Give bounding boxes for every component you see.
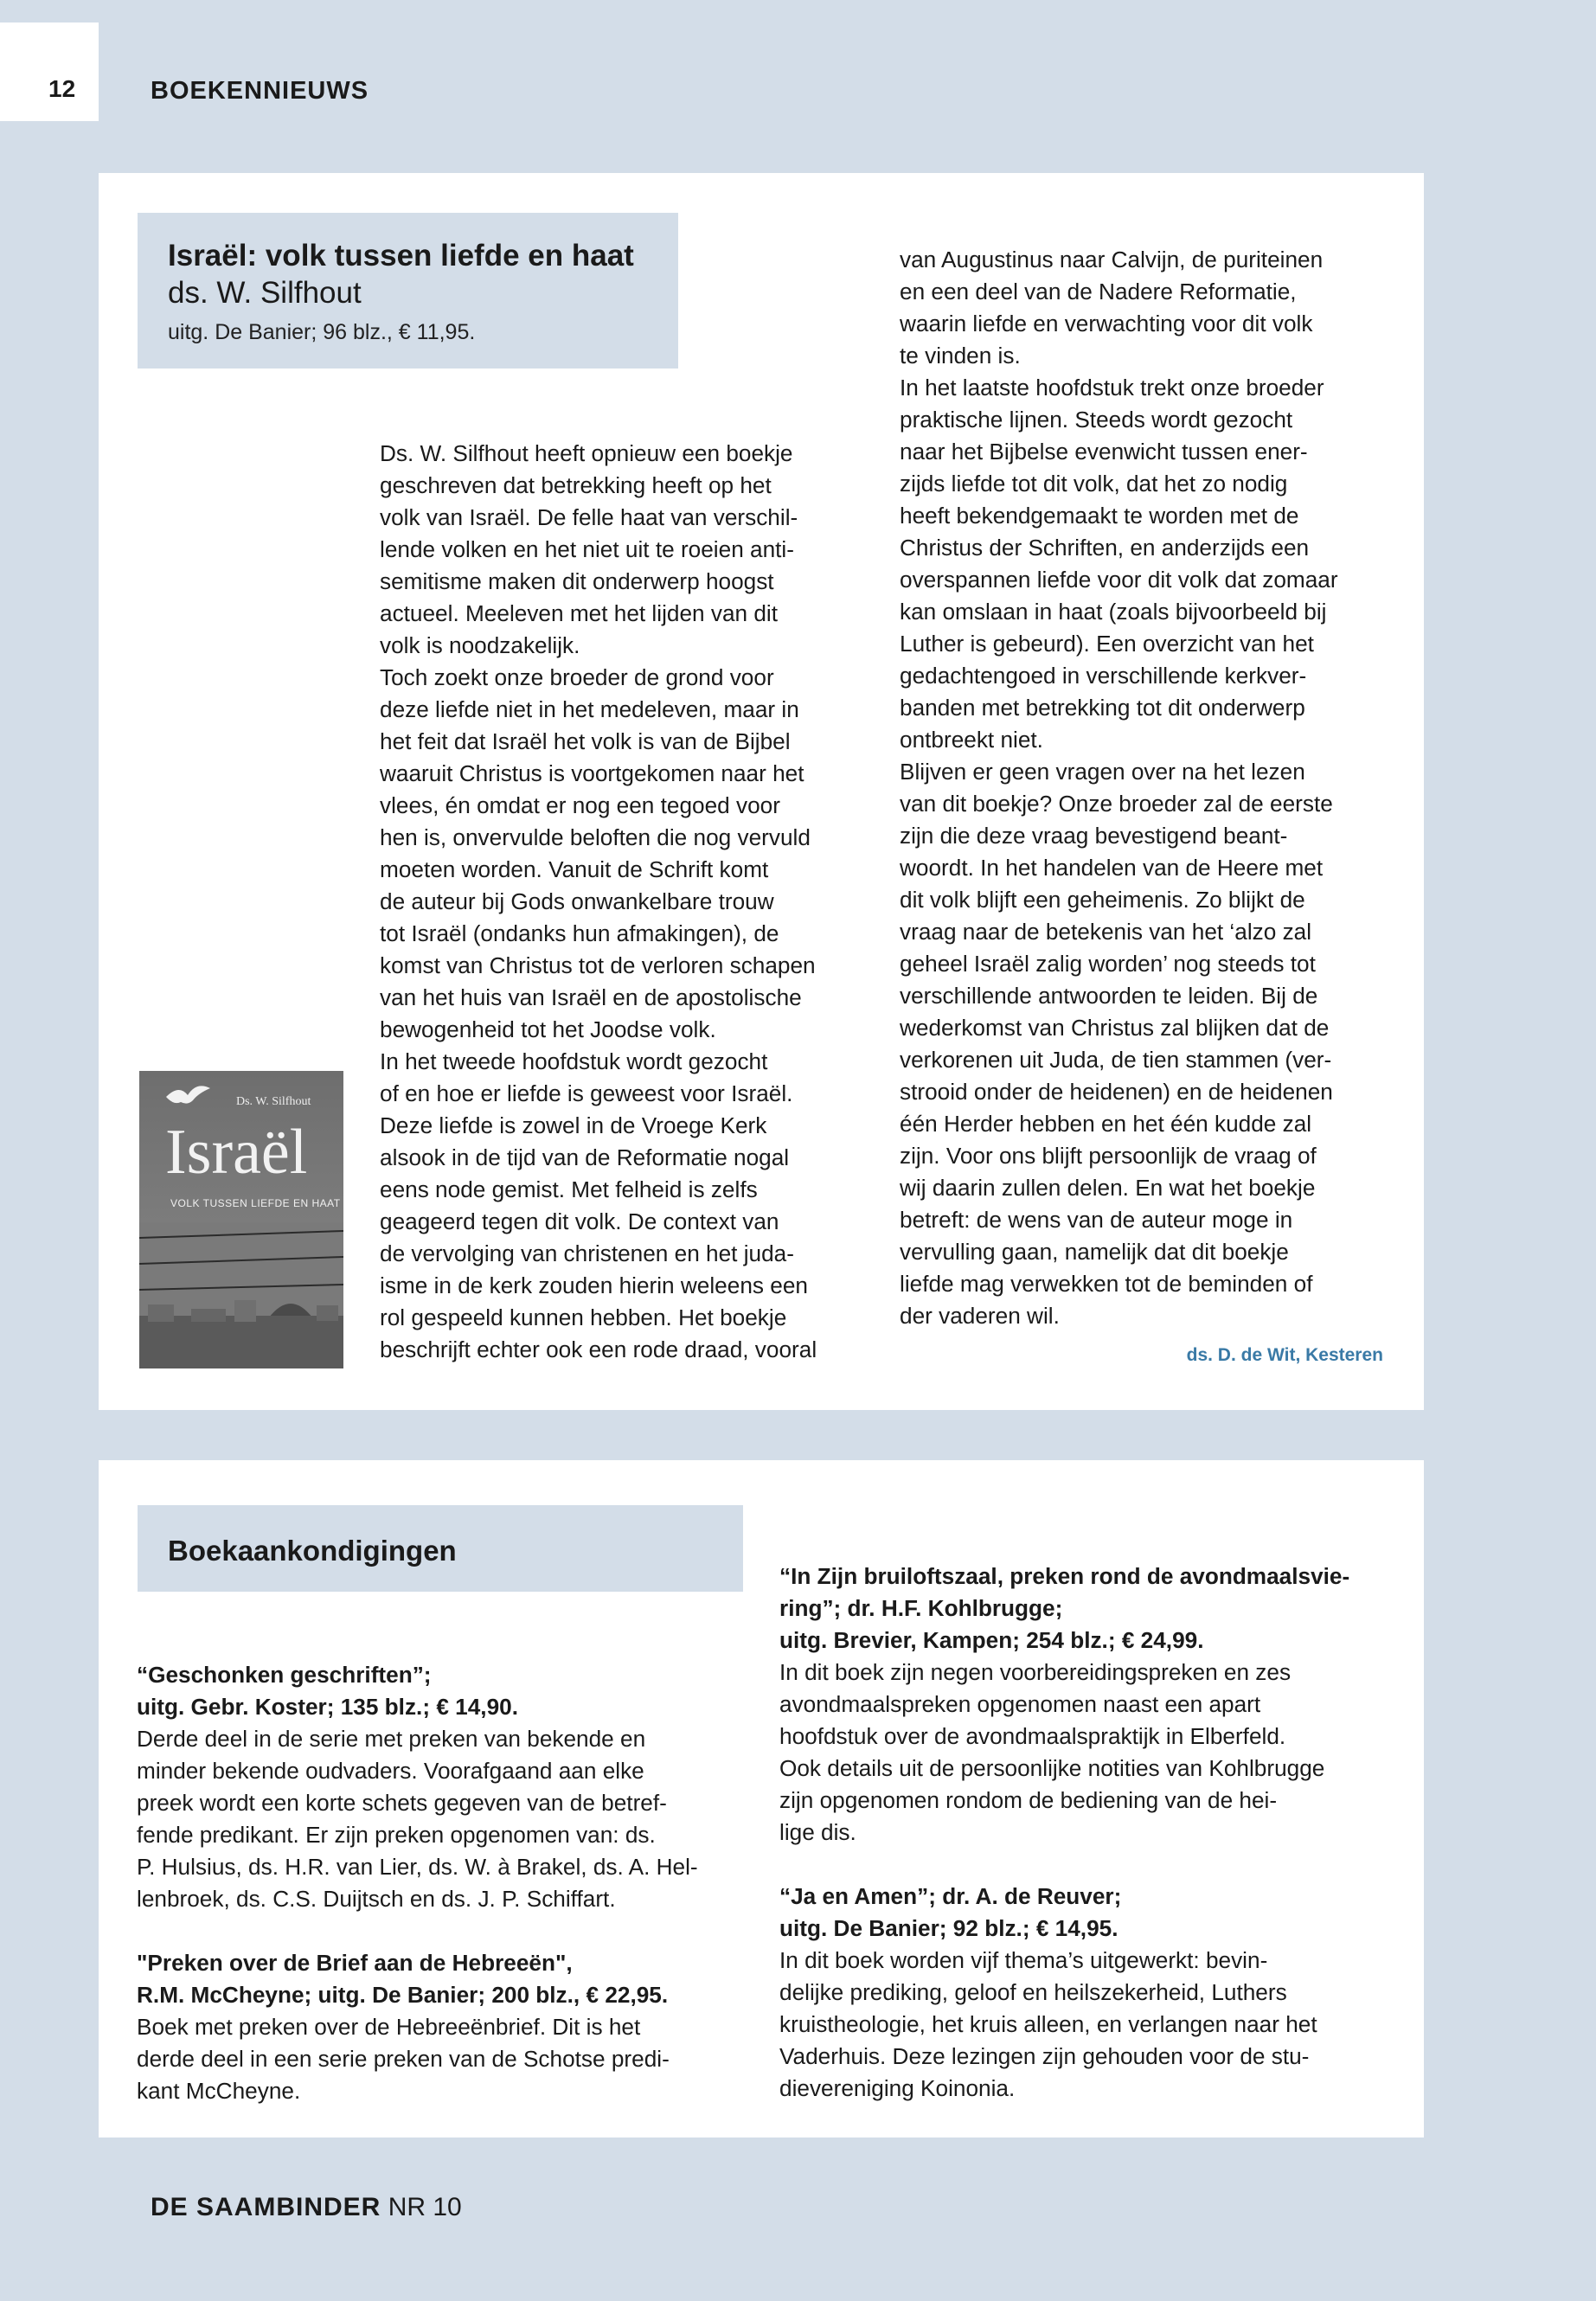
review-text-line: praktische lijnen. Steeds wordt gezocht xyxy=(900,407,1293,433)
announcement-body-line: Vaderhuis. Deze lezingen zijn gehouden voor de stu- xyxy=(779,2043,1310,2069)
review-text-line: Luther is gebeurd). Een overzicht van het xyxy=(900,631,1314,657)
announcement-item xyxy=(137,1659,742,1915)
review-text-line: van Augustinus naar Calvijn, de puriteinen xyxy=(900,247,1324,272)
review-text-line: zijn die deze vraag bevestigend beant- xyxy=(900,823,1288,849)
review-text-line: Blijven er geen vragen over na het lezen xyxy=(900,759,1305,785)
review-author: ds. W. Silfhout xyxy=(168,276,362,310)
review-text-line: wederkomst van Christus zal blijken dat de xyxy=(900,1015,1330,1041)
page-number-box xyxy=(0,22,99,121)
review-text-line: geheel Israël zalig worden’ nog steeds tot xyxy=(900,951,1316,977)
review-text-line: waarin liefde en verwachting voor dit volk xyxy=(900,311,1313,336)
review-text-line: alsook in de tijd van de Reformatie nogal xyxy=(380,1144,790,1170)
announcement-item xyxy=(779,1561,1402,1849)
review-text-line: kan omslaan in haat (zoals bijvoorbeeld bij xyxy=(900,599,1327,625)
announcement-body-line: In dit boek zijn negen voorbereidingspreken en zes xyxy=(779,1659,1292,1685)
announcement-body-line: fende predikant. Er zijn preken opgenomen van: ds. xyxy=(137,1822,656,1848)
review-text-line: heeft bekendgemaakt te worden met de xyxy=(900,503,1299,529)
announcement-body-line: Boek met preken over de Hebreeënbrief. Dit is het xyxy=(137,2014,641,2040)
review-text-line: lende volken en het niet uit te roeien anti- xyxy=(380,536,794,562)
announcement-body-line: avondmaalspreken opgenomen naast een apart xyxy=(779,1691,1261,1717)
review-text-line: en een deel van de Nadere Reformatie, xyxy=(900,279,1297,304)
review-text-line: deze liefde niet in het medeleven, maar in xyxy=(380,696,799,722)
review-text-line: wij daarin zullen delen. En wat het boekje xyxy=(900,1175,1316,1201)
announcement-heading-line: “Ja en Amen”; dr. A. de Reuver; xyxy=(779,1883,1122,1909)
review-text-line: volk van Israël. De felle haat van verschil- xyxy=(380,504,798,530)
announcement-body-line: dievereniging Koinonia. xyxy=(779,2075,1016,2101)
review-text-line: of en hoe er liefde is geweest voor Israël. xyxy=(380,1080,793,1106)
review-text-line: semitisme maken dit onderwerp hoogst xyxy=(380,568,774,594)
review-text-line: verschillende antwoorden te leiden. Bij de xyxy=(900,983,1318,1009)
review-text-line: zijds liefde tot dit volk, dat het zo nodig xyxy=(900,471,1288,497)
dove-icon xyxy=(162,1080,214,1114)
review-text-line: banden met betrekking tot dit onderwerp xyxy=(900,695,1305,721)
announcement-body-line: In dit boek worden vijf thema’s uitgewerkt: bevin- xyxy=(779,1947,1268,1973)
announcement-body-line: lige dis. xyxy=(779,1819,856,1845)
section-title: BOEKENNIEUWS xyxy=(151,77,369,105)
footer xyxy=(151,2193,462,2222)
review-text-line: Toch zoekt onze broeder de grond voor xyxy=(380,664,774,690)
review-text-line: dit volk blijft een geheimenis. Zo blijkt de xyxy=(900,887,1305,913)
page-number: 12 xyxy=(48,75,76,102)
review-text-line: komst van Christus tot de verloren schapen xyxy=(380,952,816,978)
footer-magazine: DE SAAMBINDER xyxy=(151,2193,381,2221)
announcement-body-line: P. Hulsius, ds. H.R. van Lier, ds. W. à Brakel, ds. A. Hel- xyxy=(137,1854,698,1880)
review-text-line: van het huis van Israël en de apostolische xyxy=(380,984,802,1010)
announcement-body-line: hoofdstuk over de avondmaalspraktijk in Elberfeld. xyxy=(779,1723,1286,1749)
announcement-body-line: Derde deel in de serie met preken van bekende en xyxy=(137,1726,646,1752)
announcement-heading-line: “Geschonken geschriften”; xyxy=(137,1662,432,1688)
announcement-heading-line: uitg. Gebr. Koster; 135 blz.; € 14,90. xyxy=(137,1694,518,1720)
cover-author: Ds. W. Silfhout xyxy=(236,1095,311,1108)
review-text-line: In het laatste hoofdstuk trekt onze broeder xyxy=(900,375,1324,401)
book-cover xyxy=(139,1071,343,1368)
review-text-line: rol gespeeld kunnen hebben. Het boekje xyxy=(380,1304,787,1330)
review-text-line: één Herder hebben en het één kudde zal xyxy=(900,1111,1312,1137)
announcement-body-line: preek wordt een korte schets gegeven van de betref- xyxy=(137,1790,667,1816)
review-text-line: woordt. In het handelen van de Heere met xyxy=(900,855,1324,881)
review-text-line: betreft: de wens van de auteur moge in xyxy=(900,1207,1293,1233)
announcement-heading-line: R.M. McCheyne; uitg. De Banier; 200 blz., € 22,95. xyxy=(137,1982,669,2008)
review-header xyxy=(138,213,678,369)
review-text-line: strooid onder de heidenen) en de heidenen xyxy=(900,1079,1333,1105)
review-column-right xyxy=(900,244,1401,1332)
review-text-line: verkorenen uit Juda, de tien stammen (ver- xyxy=(900,1047,1332,1073)
announcement-body-line: minder bekende oudvaders. Voorafgaand aan elke xyxy=(137,1758,644,1784)
review-text-line: vervulling gaan, namelijk dat dit boekje xyxy=(900,1239,1289,1265)
announcement-body-line: kruistheologie, het kruis alleen, en verlangen naar het xyxy=(779,2011,1317,2037)
announcement-body-line: delijke prediking, geloof en heilszekerheid, Luthers xyxy=(779,1979,1287,2005)
review-text-line: geschreven dat betrekking heeft op het xyxy=(380,472,772,498)
review-signature: ds. D. de Wit, Kesteren xyxy=(1186,1345,1383,1365)
review-text-line: liefde mag verwekken tot de beminden of xyxy=(900,1271,1313,1297)
announcement-item xyxy=(779,1881,1402,2105)
review-column-middle xyxy=(380,438,873,1366)
announcement-heading-line: ring”; dr. H.F. Kohlbrugge; xyxy=(779,1595,1063,1621)
review-text-line: geageerd tegen dit volk. De context van xyxy=(380,1208,779,1234)
announcements-header xyxy=(138,1505,743,1592)
review-text-line: bewogenheid tot het Joodse volk. xyxy=(380,1016,716,1042)
announcement-body-line: kant McCheyne. xyxy=(137,2078,301,2104)
review-text-line: de vervolging van christenen en het juda- xyxy=(380,1240,794,1266)
cover-subtitle: VOLK TUSSEN LIEFDE EN HAAT xyxy=(170,1197,341,1209)
review-text-line: te vinden is. xyxy=(900,343,1021,369)
review-text-line: overspannen liefde voor dit volk dat zomaar xyxy=(900,567,1338,593)
announcement-body-line: lenbroek, ds. C.S. Duijtsch en ds. J. P. Schiffart. xyxy=(137,1886,616,1912)
review-text-line: ontbreekt niet. xyxy=(900,727,1043,753)
announcement-heading-line: uitg. De Banier; 92 blz.; € 14,95. xyxy=(779,1915,1118,1941)
review-text-line: isme in de kerk zouden hierin weleens een xyxy=(380,1272,808,1298)
review-text-line: hen is, onvervulde beloften die nog vervuld xyxy=(380,824,811,850)
review-text-line: beschrijft echter ook een rode draad, vooral xyxy=(380,1336,817,1362)
announcements-right-column xyxy=(779,1561,1402,2137)
announcement-heading-line: uitg. Brevier, Kampen; 254 blz.; € 24,99. xyxy=(779,1627,1204,1653)
announcement-body-line: derde deel in een serie preken van de Schotse predi- xyxy=(137,2046,670,2072)
review-text-line: volk is noodzakelijk. xyxy=(380,632,580,658)
review-title: Israël: volk tussen liefde en haat xyxy=(168,239,634,272)
review-text-line: van dit boekje? Onze broeder zal de eerste xyxy=(900,791,1333,817)
announcements-panel xyxy=(99,1460,1424,2138)
review-text-line: gedachtengoed in verschillende kerkver- xyxy=(900,663,1307,689)
review-panel xyxy=(99,173,1424,1410)
cityscape-image xyxy=(139,1222,343,1368)
cover-title: Israël xyxy=(165,1117,308,1188)
review-text-line: der vaderen wil. xyxy=(900,1303,1060,1329)
review-text-line: naar het Bijbelse evenwicht tussen ener- xyxy=(900,439,1308,465)
announcement-heading-line: “In Zijn bruiloftszaal, preken rond de avondmaalsvie- xyxy=(779,1563,1350,1589)
review-text-line: vraag naar de betekenis van het ‘alzo zal xyxy=(900,919,1312,945)
review-text-line: Christus der Schriften, en anderzijds een xyxy=(900,535,1310,561)
review-text-line: vlees, én omdat er nog een tegoed voor xyxy=(380,792,780,818)
review-text-line: zijn. Voor ons blijft persoonlijk de vraag of xyxy=(900,1143,1317,1169)
announcement-heading-line: "Preken over de Brief aan de Hebreeën", xyxy=(137,1950,573,1976)
review-publication: uitg. De Banier; 96 blz., € 11,95. xyxy=(168,320,476,344)
review-text-line: tot Israël (ondanks hun afmakingen), de xyxy=(380,920,779,946)
announcements-title: Boekaankondigingen xyxy=(168,1535,457,1567)
review-text-line: moeten worden. Vanuit de Schrift komt xyxy=(380,856,769,882)
review-text-line: Ds. W. Silfhout heeft opnieuw een boekje xyxy=(380,440,793,466)
announcement-body-line: zijn opgenomen rondom de bediening van de hei- xyxy=(779,1787,1278,1813)
footer-issue: NR 10 xyxy=(388,2193,462,2221)
announcements-left-column xyxy=(137,1659,742,2139)
review-text-line: actueel. Meeleven met het lijden van dit xyxy=(380,600,779,626)
review-text-line: In het tweede hoofdstuk wordt gezocht xyxy=(380,1048,768,1074)
review-text-line: het feit dat Israël het volk is van de Bijbel xyxy=(380,728,791,754)
announcement-body-line: Ook details uit de persoonlijke notities van Kohlbrugge xyxy=(779,1755,1325,1781)
review-text-line: waaruit Christus is voortgekomen naar het xyxy=(380,760,804,786)
review-text-line: de auteur bij Gods onwankelbare trouw xyxy=(380,888,774,914)
review-text-line: eens node gemist. Met felheid is zelfs xyxy=(380,1176,758,1202)
announcement-item xyxy=(137,1947,742,2107)
review-text-line: Deze liefde is zowel in de Vroege Kerk xyxy=(380,1112,767,1138)
